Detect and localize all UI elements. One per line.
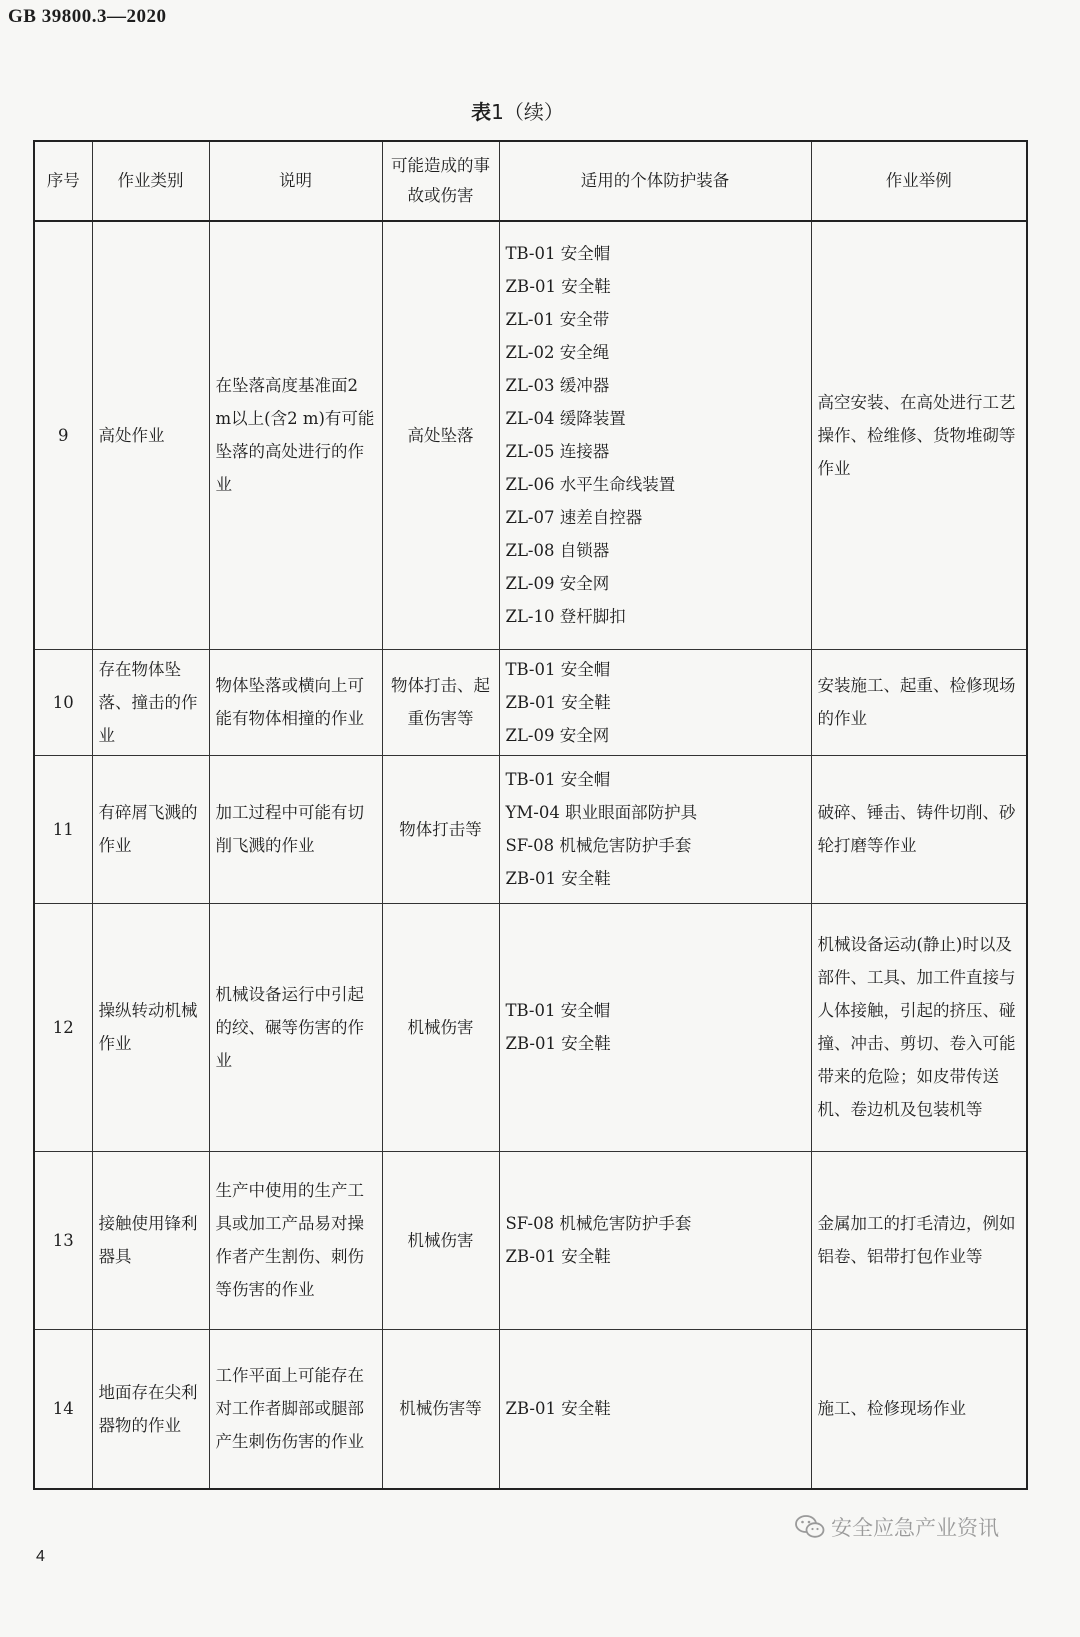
equipment-item: SF-08 机械危害防护手套 bbox=[505, 1214, 692, 1233]
table-row bbox=[34, 649, 1027, 755]
table-header-row bbox=[34, 141, 1027, 221]
cell-accident: 机械伤害等 bbox=[382, 1329, 499, 1489]
cell-no: 13 bbox=[34, 1151, 92, 1329]
cell-desc: 物体坠落或横向上可能有物体相撞的作业 bbox=[209, 649, 382, 755]
equipment-item: ZB-01 安全鞋 bbox=[505, 869, 611, 888]
table-row bbox=[34, 903, 1027, 1151]
cell-type: 高处作业 bbox=[92, 221, 209, 649]
equipment-item: ZB-01 安全鞋 bbox=[505, 1399, 611, 1419]
table-row bbox=[34, 1151, 1027, 1329]
equipment-item: ZL-09 安全网 bbox=[505, 574, 610, 594]
cell-no: 10 bbox=[34, 649, 92, 755]
wechat-icon bbox=[795, 1515, 825, 1539]
col-header-accident: 可能造成的事故或伤害 bbox=[382, 141, 499, 221]
equipment-item: ZL-07 速差自控器 bbox=[505, 508, 643, 528]
equipment-item: ZL-05 连接器 bbox=[505, 442, 610, 462]
cell-accident: 物体打击、起重伤害等 bbox=[382, 649, 499, 755]
cell-example: 高空安装、在高处进行工艺操作、检维修、货物堆砌等作业 bbox=[811, 221, 1027, 649]
cell-no: 11 bbox=[34, 755, 92, 903]
equipment-item: ZL-06 水平生命线装置 bbox=[505, 475, 676, 495]
equipment-item: TB-01 安全帽 bbox=[505, 770, 611, 789]
equipment-item: TB-01 安全帽 bbox=[505, 659, 611, 679]
standard-code: GB 39800.3—2020 bbox=[8, 6, 167, 27]
cell-desc: 生产中使用的生产工具或加工产品易对操作者产生割伤、刺伤等伤害的作业 bbox=[209, 1151, 382, 1329]
table-row bbox=[34, 1329, 1027, 1489]
equipment-item: ZL-04 缓降装置 bbox=[505, 409, 626, 429]
table-row bbox=[34, 755, 1027, 903]
cell-accident: 物体打击等 bbox=[382, 755, 499, 903]
cell-desc: 工作平面上可能存在对工作者脚部或腿部产生刺伤伤害的作业 bbox=[209, 1329, 382, 1489]
cell-no: 14 bbox=[34, 1329, 92, 1489]
table-title-label: 表 bbox=[471, 100, 492, 124]
equipment-item: SF-08 机械危害防护手套 bbox=[505, 836, 692, 855]
cell-equipment bbox=[499, 649, 811, 755]
cell-example: 安装施工、起重、检修现场的作业 bbox=[811, 649, 1027, 755]
cell-type: 有碎屑飞溅的作业 bbox=[92, 755, 209, 903]
cell-example: 施工、检修现场作业 bbox=[811, 1329, 1027, 1489]
cell-equipment bbox=[499, 755, 811, 903]
table-title bbox=[0, 96, 1035, 125]
table-title-suffix: 1（续） bbox=[491, 100, 564, 124]
equipment-item: ZL-09 安全网 bbox=[505, 725, 610, 745]
cell-type: 存在物体坠落、撞击的作业 bbox=[92, 649, 209, 755]
cell-example: 破碎、锤击、铸件切削、砂轮打磨等作业 bbox=[811, 755, 1027, 903]
cell-example: 机械设备运动(静止)时以及部件、工具、加工件直接与人体接触，引起的挤压、碰撞、冲击、剪切、卷入可能带来的危险；如皮带传送机、卷边机及包装机等 bbox=[811, 903, 1027, 1151]
cell-type: 地面存在尖利器物的作业 bbox=[92, 1329, 209, 1489]
watermark-text: 安全应急产业资讯 bbox=[831, 1516, 999, 1540]
cell-type: 操纵转动机械作业 bbox=[92, 903, 209, 1151]
col-header-example: 作业举例 bbox=[811, 141, 1027, 221]
equipment-item: TB-01 安全帽 bbox=[505, 1001, 611, 1020]
cell-equipment bbox=[499, 1151, 811, 1329]
equipment-item: ZB-01 安全鞋 bbox=[505, 277, 611, 297]
equipment-item: ZL-03 缓冲器 bbox=[505, 376, 610, 396]
col-header-desc: 说明 bbox=[209, 141, 382, 221]
cell-no: 12 bbox=[34, 903, 92, 1151]
cell-no: 9 bbox=[34, 221, 92, 649]
equipment-item: ZB-01 安全鞋 bbox=[505, 1034, 611, 1053]
table-row bbox=[34, 221, 1027, 649]
ppe-table bbox=[33, 140, 1028, 1490]
cell-desc: 在坠落高度基准面2 m以上(含2 m)有可能坠落的高处进行的作业 bbox=[209, 221, 382, 649]
cell-desc: 加工过程中可能有切削飞溅的作业 bbox=[209, 755, 382, 903]
equipment-item: ZL-01 安全带 bbox=[505, 310, 610, 330]
cell-equipment bbox=[499, 221, 811, 649]
cell-desc: 机械设备运行中引起的绞、碾等伤害的作业 bbox=[209, 903, 382, 1151]
cell-example: 金属加工的打毛清边，例如铝卷、铝带打包作业等 bbox=[811, 1151, 1027, 1329]
col-header-no: 序号 bbox=[34, 141, 92, 221]
equipment-item: ZB-01 安全鞋 bbox=[505, 692, 611, 712]
cell-accident: 高处坠落 bbox=[382, 221, 499, 649]
cell-equipment bbox=[499, 903, 811, 1151]
equipment-item: ZL-02 安全绳 bbox=[505, 343, 610, 363]
cell-type: 接触使用锋利器具 bbox=[92, 1151, 209, 1329]
cell-accident: 机械伤害 bbox=[382, 903, 499, 1151]
col-header-type: 作业类别 bbox=[92, 141, 209, 221]
equipment-item: TB-01 安全帽 bbox=[505, 244, 611, 264]
col-header-equipment: 适用的个体防护装备 bbox=[499, 141, 811, 221]
page-number: 4 bbox=[36, 1548, 45, 1565]
equipment-item: ZL-08 自锁器 bbox=[505, 541, 610, 561]
equipment-item: ZL-10 登杆脚扣 bbox=[505, 607, 626, 627]
equipment-item: YM-04 职业眼面部防护具 bbox=[505, 803, 698, 822]
watermark bbox=[795, 1512, 999, 1542]
cell-equipment bbox=[499, 1329, 811, 1489]
equipment-item: ZB-01 安全鞋 bbox=[505, 1247, 611, 1266]
cell-accident: 机械伤害 bbox=[382, 1151, 499, 1329]
